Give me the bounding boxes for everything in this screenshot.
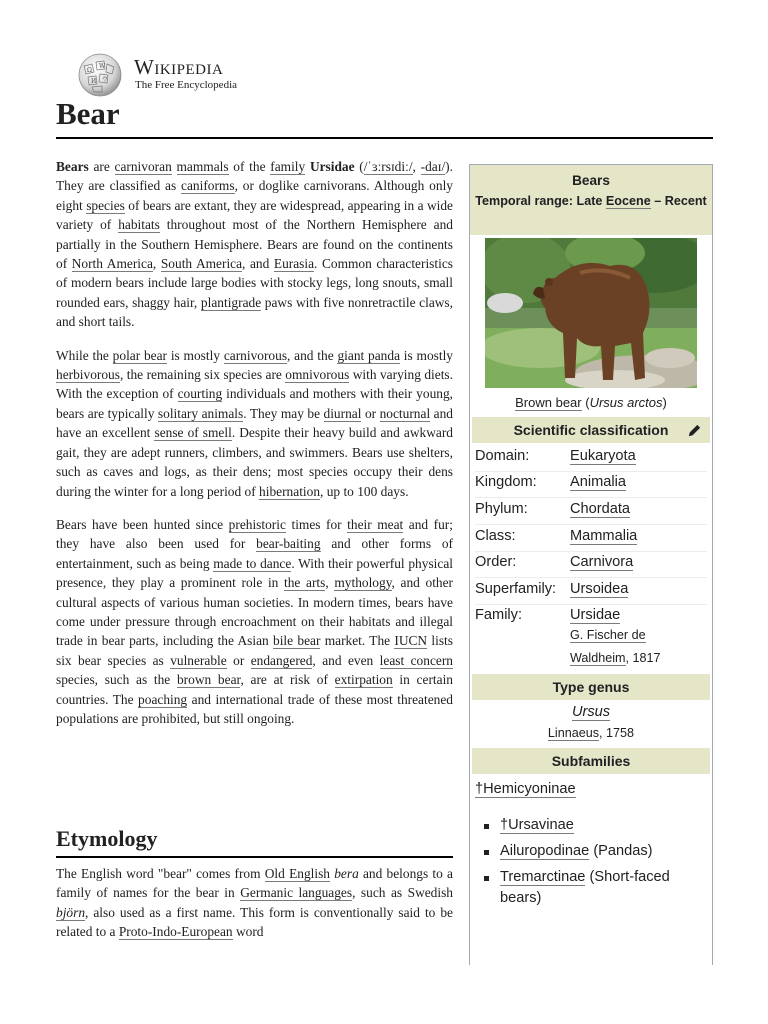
taxonomy-rank: Kingdom: bbox=[475, 474, 537, 490]
article-link[interactable]: Germanic languages bbox=[240, 885, 353, 901]
fischer-link-1[interactable]: G. Fischer de bbox=[570, 628, 646, 642]
text-run: and fur; they have also been used for bbox=[56, 516, 453, 552]
text-run: of bears are extant, they are widespread, appearing in a wide variety of bbox=[56, 197, 453, 233]
svg-text:Ω: Ω bbox=[87, 67, 92, 74]
svg-text:ウ: ウ bbox=[102, 76, 109, 83]
subfamily-link[interactable]: †Ursavinae bbox=[500, 817, 574, 833]
article-link[interactable]: -daɪ/ bbox=[420, 159, 446, 174]
article-link[interactable]: björn bbox=[56, 904, 86, 920]
taxonomy-value-link[interactable]: Carnivora bbox=[570, 554, 634, 570]
subfamily-item bbox=[478, 815, 708, 836]
article-link[interactable]: species bbox=[86, 197, 125, 213]
text-run: with varying diets. With the exception of bbox=[56, 367, 453, 402]
article-link[interactable]: carnivorous bbox=[223, 347, 288, 363]
text-run: times for bbox=[285, 516, 348, 532]
text-run: and belongs to a family of names for the bear in bbox=[56, 866, 453, 901]
subfamily-list bbox=[478, 815, 708, 914]
article-link[interactable]: sense of smell bbox=[154, 425, 232, 441]
article-link[interactable]: Proto-Indo-European bbox=[118, 924, 233, 940]
article-body bbox=[56, 157, 453, 742]
photo-caption bbox=[470, 395, 712, 410]
type-genus-heading: Type genus bbox=[472, 674, 710, 700]
text-run: and international trade of these most threatened populations are prohibited, but still ongoing. bbox=[56, 691, 454, 726]
paragraph-humans bbox=[56, 515, 453, 728]
brown-bear-photo[interactable] bbox=[485, 238, 697, 388]
bold-term: Bears bbox=[56, 159, 89, 174]
article-link[interactable]: bear-baiting bbox=[256, 536, 321, 552]
text-run: of the bbox=[228, 159, 271, 174]
article-link[interactable]: diurnal bbox=[323, 405, 362, 421]
text-run: individuals and mothers with their young, bears are typically bbox=[56, 386, 453, 421]
text-run: species, such as the bbox=[56, 672, 177, 688]
article-link[interactable]: endangered bbox=[250, 652, 313, 668]
linnaeus-link[interactable]: Linnaeus bbox=[547, 726, 600, 740]
temporal-range-label: Temporal range: Late bbox=[475, 194, 606, 208]
article-link[interactable]: polar bear bbox=[112, 347, 168, 363]
article-link[interactable]: the arts bbox=[284, 575, 326, 591]
taxonomy-value-link[interactable]: Chordata bbox=[570, 501, 631, 517]
taxonomy-rank: Domain: bbox=[475, 448, 530, 464]
article-link[interactable]: courting bbox=[177, 386, 223, 402]
infobox-header bbox=[470, 165, 712, 235]
article-link[interactable]: IUCN bbox=[394, 633, 428, 649]
article-link[interactable]: Eurasia bbox=[273, 256, 315, 272]
text-run: and have an excellent bbox=[56, 405, 453, 441]
article-link[interactable]: North America bbox=[71, 256, 153, 272]
row-divider bbox=[475, 524, 707, 525]
puzzle-globe-icon bbox=[74, 52, 126, 98]
text-run bbox=[172, 159, 177, 174]
row-divider bbox=[475, 604, 707, 605]
text-run: , up to 100 days. bbox=[320, 483, 409, 499]
taxonomy-value-link[interactable]: Animalia bbox=[570, 474, 626, 490]
article-link[interactable]: herbivorous bbox=[56, 367, 120, 383]
family-authority-2 bbox=[570, 651, 661, 665]
row-divider bbox=[475, 551, 707, 552]
text-run: or bbox=[361, 405, 380, 421]
text-run: . With their powerful physical presence, they play a prominent role in bbox=[56, 555, 453, 591]
text-run: or bbox=[226, 652, 251, 668]
text-run: ( bbox=[354, 159, 364, 174]
article-link[interactable]: South America bbox=[160, 256, 243, 272]
taxonomy-rank: Family: bbox=[475, 607, 523, 623]
type-genus bbox=[470, 704, 712, 720]
infobox bbox=[469, 164, 713, 965]
text-run: , and bbox=[242, 256, 274, 272]
article-link[interactable]: caniforms bbox=[181, 178, 235, 194]
text-run: , bbox=[152, 256, 161, 272]
taxonomy-value-link[interactable]: Mammalia bbox=[570, 528, 638, 544]
title-divider bbox=[56, 137, 713, 139]
text-run: . They may be bbox=[243, 405, 324, 421]
text-run: in certain countries. The bbox=[56, 672, 453, 707]
wordmark: Wikipedia bbox=[134, 55, 224, 79]
text-run: paws with five nonretractile claws, and short tails. bbox=[56, 294, 453, 330]
tagline: The Free Encyclopedia bbox=[135, 79, 238, 91]
bold-term: Ursidae bbox=[309, 159, 355, 174]
article-link[interactable]: family bbox=[270, 159, 306, 174]
taxonomy-value-link[interactable]: Eukaryota bbox=[570, 448, 636, 464]
text-run: , bbox=[412, 159, 421, 174]
type-genus-year: , 1758 bbox=[599, 726, 635, 740]
text-run: market. The bbox=[320, 633, 395, 649]
article-link[interactable]: brown bear bbox=[176, 672, 241, 688]
text-run: , are at risk of bbox=[240, 672, 335, 688]
text-run: , the remaining six species are bbox=[119, 367, 286, 383]
text-run: is mostly bbox=[400, 347, 453, 363]
article-link[interactable]: their meat bbox=[347, 516, 404, 532]
ursus-link[interactable]: Ursus bbox=[571, 704, 611, 720]
article-link[interactable]: bile bear bbox=[273, 633, 321, 649]
page-title: Bear bbox=[56, 96, 120, 131]
article-link[interactable]: mammals bbox=[176, 159, 229, 174]
article-link[interactable]: made to dance bbox=[213, 555, 292, 571]
text-run: lists six bear species as bbox=[56, 633, 453, 668]
row-divider bbox=[475, 497, 707, 498]
article-link[interactable]: poaching bbox=[138, 691, 188, 707]
article-link[interactable]: least concern bbox=[379, 652, 453, 668]
subfamily-link[interactable]: Ailuropodinae bbox=[500, 843, 590, 859]
text-run: , also used as a first name. This form is conventionally said to be related to a bbox=[56, 904, 453, 940]
family-authority bbox=[570, 628, 646, 642]
article-link[interactable]: nocturnal bbox=[379, 405, 431, 421]
text-run: , and the bbox=[287, 347, 338, 363]
row-divider bbox=[475, 471, 707, 472]
taxonomy-rank: Phylum: bbox=[475, 501, 528, 517]
article-link[interactable]: omnivorous bbox=[285, 367, 350, 383]
article-link[interactable]: /ˈɜːrsɪdiː/ bbox=[363, 159, 413, 174]
extinct-subfamily bbox=[475, 781, 576, 797]
italic-term: bera bbox=[334, 866, 359, 881]
article-link[interactable]: vulnerable bbox=[170, 652, 227, 668]
caption-paren-close: ) bbox=[662, 395, 667, 410]
subfamily-item bbox=[478, 867, 708, 909]
article-link[interactable]: solitary animals bbox=[157, 405, 244, 421]
text-run: is mostly bbox=[167, 347, 224, 363]
article-link[interactable]: prehistoric bbox=[228, 516, 286, 532]
scientific-classification-label: Scientific classification bbox=[513, 422, 669, 438]
text-run: Bears have been hunted since bbox=[56, 516, 229, 532]
subfamily-item bbox=[478, 841, 708, 862]
text-run: and other forms of entertainment, such as being bbox=[56, 536, 453, 571]
article-link[interactable]: plantigrade bbox=[200, 294, 262, 310]
text-run: , or doglike carnivorans. Although only eight bbox=[56, 178, 453, 213]
caption-species: Ursus arctos bbox=[589, 395, 663, 410]
section-divider bbox=[56, 856, 453, 858]
row-divider bbox=[475, 577, 707, 578]
text-run: . Despite their heavy build and awkward gait, they are adept runners, climbers, and swimmers. Bears use shelters, such as caves and logs, as their dens; most species occupy their dens during the winter for a long period of bbox=[56, 425, 453, 499]
text-run: , and even bbox=[312, 652, 380, 668]
pencil-icon[interactable] bbox=[687, 423, 702, 438]
article-link[interactable]: Old English bbox=[264, 866, 330, 881]
article-link[interactable]: habitats bbox=[118, 217, 160, 233]
svg-text:W: W bbox=[99, 63, 106, 70]
article-link[interactable]: giant panda bbox=[337, 347, 401, 363]
text-run: . Common characteristics of modern bears include large bodies with stocky legs, long snouts, small rounded ears, shaggy hair, bbox=[56, 256, 453, 310]
infobox-title: Bears bbox=[572, 173, 610, 188]
brown-bear-link[interactable]: Brown bear bbox=[515, 395, 582, 410]
caption-paren-open: ( bbox=[581, 395, 590, 410]
scientific-classification-heading bbox=[472, 417, 710, 443]
text-run: While the bbox=[56, 347, 113, 363]
type-genus-authority bbox=[470, 726, 712, 740]
article-link[interactable]: mythology bbox=[334, 575, 392, 591]
subfamily-note: (Short-faced bears) bbox=[500, 869, 670, 906]
fischer-link-2[interactable]: Waldheim bbox=[570, 651, 626, 665]
article-link[interactable]: hibernation bbox=[259, 483, 321, 499]
text-run: , and other cultural aspects of various human societies. In modern times, bears have come under pressure through encroachment on their habitats and illegal trade in bear parts, including the Asian bbox=[56, 575, 454, 649]
subfamily-link[interactable]: Tremarctinae bbox=[500, 869, 586, 885]
temporal-range bbox=[470, 191, 712, 212]
text-run: , bbox=[325, 575, 335, 591]
subfamily-note: (Pandas) bbox=[589, 843, 653, 859]
text-run: are bbox=[88, 159, 115, 174]
article-link[interactable]: carnivoran bbox=[114, 159, 172, 174]
text-run: ). They are classified as bbox=[56, 159, 453, 194]
taxonomy-rank: Class: bbox=[475, 528, 516, 544]
svg-text:И: И bbox=[91, 78, 97, 85]
text-run: throughout most of the Northern Hemisphere and partially in the Southern Hemisphere. Bears are found on the continents of bbox=[56, 217, 453, 272]
taxonomy-value-link[interactable]: Ursidae bbox=[570, 607, 621, 623]
hemicyoninae-link[interactable]: †Hemicyoninae bbox=[475, 781, 576, 797]
eocene-link[interactable]: Eocene bbox=[605, 194, 651, 208]
text-run: , such as Swedish bbox=[352, 885, 453, 901]
taxonomy-value-link[interactable]: Ursoidea bbox=[570, 581, 629, 597]
article-link[interactable]: extirpation bbox=[334, 672, 393, 688]
section-heading-etymology: Etymology bbox=[56, 826, 158, 851]
paragraph-diet bbox=[56, 346, 453, 501]
wikipedia-logo[interactable] bbox=[74, 52, 274, 98]
text-run: word bbox=[232, 924, 264, 940]
family-authority-year: , 1817 bbox=[625, 651, 661, 665]
paragraph-intro bbox=[56, 157, 453, 332]
temporal-range-end: – Recent bbox=[650, 194, 707, 208]
taxonomy-rank: Order: bbox=[475, 554, 517, 570]
text-run: The English word "bear" comes from bbox=[56, 866, 265, 881]
paragraph-etymology bbox=[56, 864, 453, 942]
taxonomy-rank: Superfamily: bbox=[475, 581, 557, 597]
subfamilies-heading: Subfamilies bbox=[472, 748, 710, 774]
